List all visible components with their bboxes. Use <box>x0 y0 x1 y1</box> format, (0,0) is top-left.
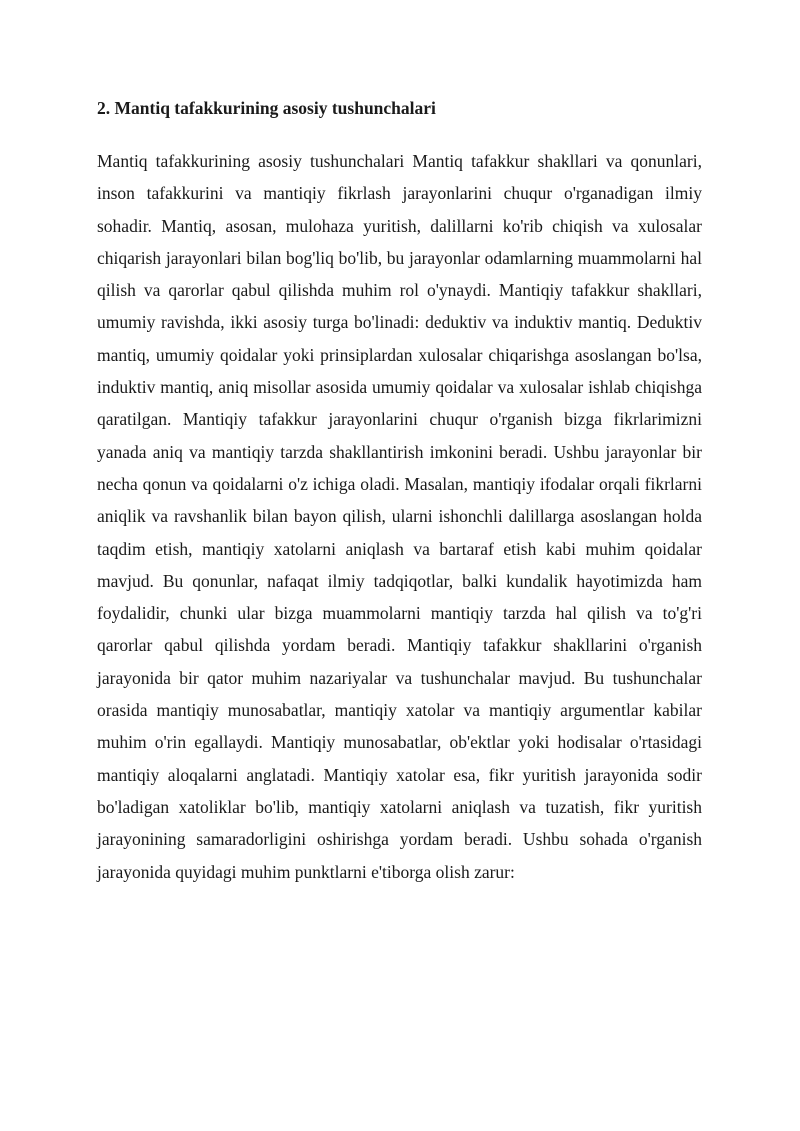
document-content <box>97 96 702 888</box>
body-paragraph: Mantiq tafakkurining asosiy tushunchalari Mantiq tafakkur shakllari va qonunlari, inson tafakkurini va mantiqiy fikrlash jarayonlarini chuqur o'rganadigan ilmiy sohadir. Mantiq, asosan, mulohaza yuritish, dalillarni ko'rib chiqish va xulosalar chiqarish jarayonlari bilan bog'liq bo'lib, bu jarayonlar odamlarning muammolarni hal qilish va qarorlar qabul qilishda muhim rol o'ynaydi. Mantiqiy tafakkur shakllari, umumiy ravishda, ikki asosiy turga bo'linadi: deduktiv va induktiv mantiq. Deduktiv mantiq, umumiy qoidalar yoki prinsiplardan xulosalar chiqarishga asoslangan bo'lsa, induktiv mantiq, aniq misollar asosida umumiy qoidalar va xulosalar ishlab chiqishga qaratilgan. Mantiqiy tafakkur jarayonlarini chuqur o'rganish bizga fikrlarimizni yanada aniq va mantiqiy tarzda shakllantirish imkonini beradi. Ushbu jarayonlar bir necha qonun va qoidalarni o'z ichiga oladi. Masalan, mantiqiy ifodalar orqali fikrlarni aniqlik va ravshanlik bilan bayon qilish, ularni ishonchli dalillarga asoslangan holda taqdim etish, mantiqiy xatolarni aniqlash va bartaraf etish kabi muhim qoidalar mavjud. Bu qonunlar, nafaqat ilmiy tadqiqotlar, balki kundalik hayotimizda ham foydalidir, chunki ular bizga muammolarni mantiqiy tarzda hal qilish va to'g'ri qarorlar qabul qilishda yordam beradi. Mantiqiy tafakkur shakllarini o'rganish jarayonida bir qator muhim nazariyalar va tushunchalar mavjud. Bu tushunchalar orasida mantiqiy munosabatlar, mantiqiy xatolar va mantiqiy argumentlar kabilar muhim o'rin egallaydi. Mantiqiy munosabatlar, ob'ektlar yoki hodisalar o'rtasidagi mantiqiy aloqalarni anglatadi. Mantiqiy xatolar esa, fikr yuritish jarayonida sodir bo'ladigan xatoliklar bo'lib, mantiqiy xatolarni aniqlash va tuzatish, fikr yuritish jarayonining samaradorligini oshirishga yordam beradi. Ushbu sohada o'rganish jarayonida quyidagi muhim punktlarni e'tiborga olish zarur: <box>97 151 702 882</box>
section-heading: 2. Mantiq tafakkurining asosiy tushunchalari <box>97 98 436 118</box>
